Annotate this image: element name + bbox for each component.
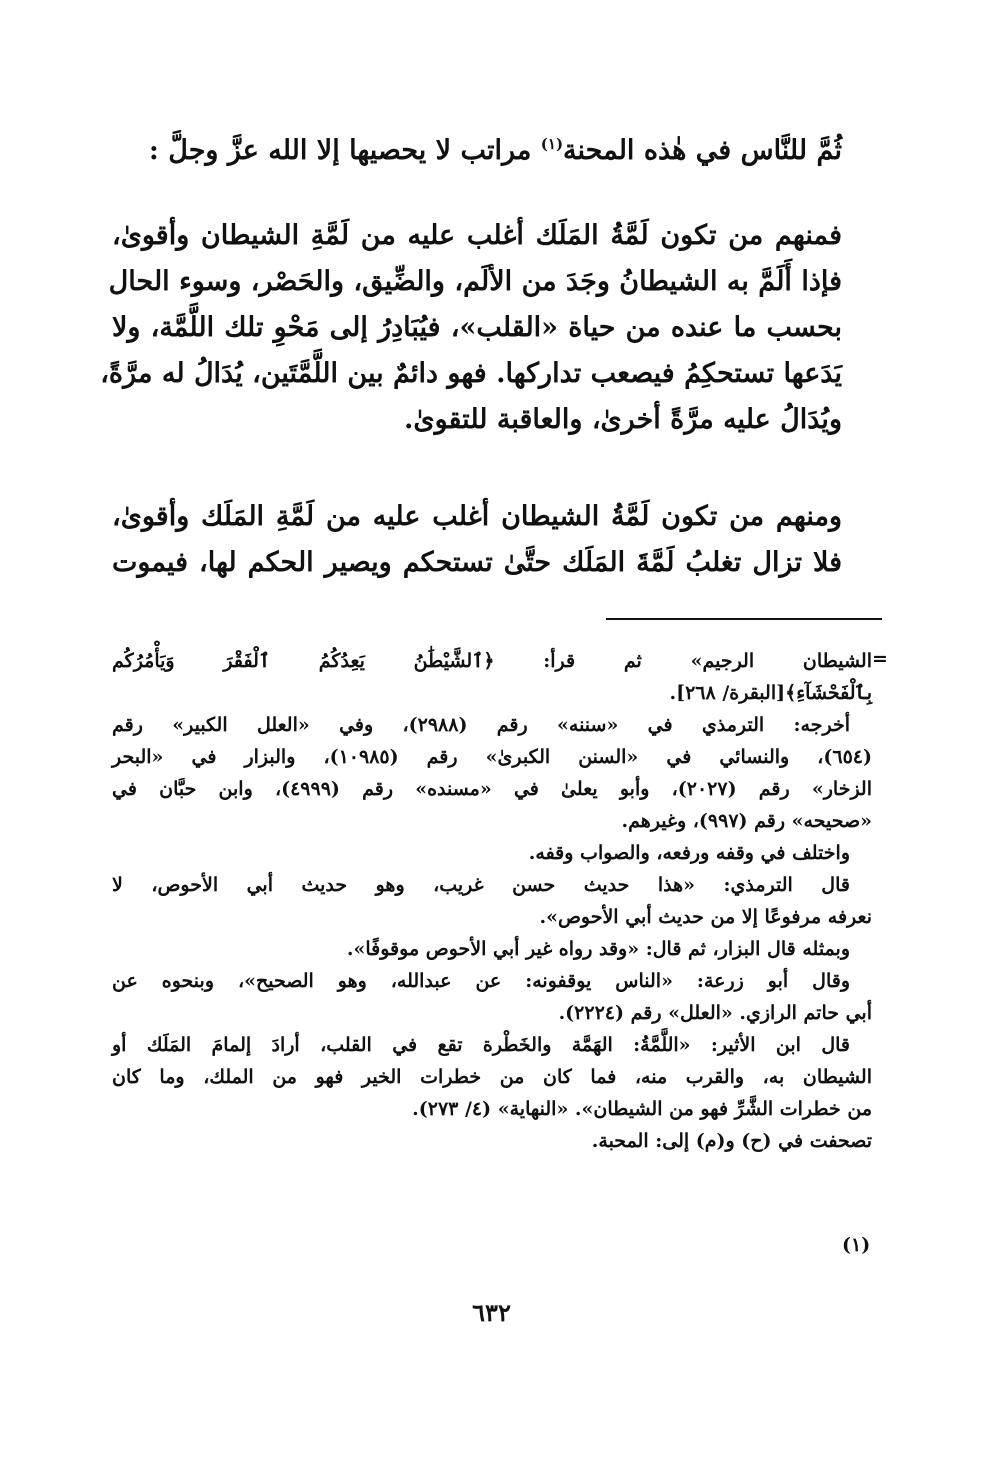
paragraph-line: يَدَعها تستحكِمُ فيصعب تداركها. فهو دائمٌ بين اللَّمَّتَين، يُدَالُ له مرَّةً،	[100, 358, 842, 389]
footnote-line: «صحيحه» رقم (٩٩٧)، وغيرهم.	[621, 810, 872, 832]
intro-after-footnote: مراتب لا يحصيها إلا الله عزَّ وجلَّ :	[148, 135, 541, 166]
paragraph-line: بحسب ما عنده من حياة «القلب»، فيُبَادِرُ إلى مَحْوِ تلك اللَّمَّة، ولا	[112, 312, 842, 343]
paragraph-line: ويُدَالُ عليه مرَّةً أخرىٰ، والعاقبة للتقوىٰ.	[404, 404, 842, 435]
footnote-1-number: (١)	[842, 1234, 871, 1256]
footnote-line: قال ابن الأثير: «اللَّمَّةُ: الهَمَّة والخَطْرة تقع في القلب، أرادَ إلمامَ المَلَك أو	[112, 1034, 850, 1056]
footnotes	[112, 645, 872, 1157]
intro-text	[112, 128, 842, 174]
paragraph-1	[100, 213, 842, 443]
paragraph-line: ومنهم من تكون لَمَّةُ الشيطان أغلب عليه من لَمَّةِ المَلَك وأقوىٰ،	[112, 501, 842, 532]
paragraph-line: فإذا أَلَمَّ به الشيطانُ وجَدَ من الألَم، والضِّيق، والحَصْر، وسوء الحال	[108, 266, 842, 297]
footnote-line: أخرجه: الترمذي في «سننه» رقم (٢٩٨٨)، وفي «العلل الكبير» رقم	[112, 714, 850, 736]
intro-line	[112, 128, 842, 174]
footnote-line: واختلف في وقفه ورفعه، والصواب وقفه.	[528, 842, 850, 864]
paragraph-2	[112, 494, 842, 586]
footnote-separator	[606, 618, 882, 620]
footnote-1-text: تصحفت في (ح) و(م) إلى: المحبة.	[591, 1130, 872, 1152]
paragraph-line: فلا تزال تغلبُ لَمَّةَ المَلَك حتَّىٰ تستحكم ويصير الحكم لها، فيموت	[112, 547, 842, 578]
footnote-line: وقال أبو زرعة: «الناس يوقفونه: عن عبدالله، وهو الصحيح»، وبنحوه عن	[112, 970, 850, 992]
footnote-continuation-mark: =	[872, 648, 888, 670]
page-number: ٦٣٢	[472, 1298, 511, 1327]
footnote-line: نعرفه مرفوعًا إلا من حديث أبي الأحوص».	[539, 906, 872, 928]
footnote-line: الزخار» رقم (٢٠٢٧)، وأبو يعلىٰ في «مسنده» رقم (٤٩٩٩)، وابن حبَّان في	[112, 778, 872, 800]
intro-before-footnote: ثُمَّ للنَّاس في هٰذه المحنة	[563, 135, 842, 166]
paragraph-line: فمنهم من تكون لَمَّةُ المَلَك أغلب عليه من لَمَّةِ الشيطان وأقوىٰ،	[112, 220, 842, 251]
footnote-line: من خطرات الشَّرِّ فهو من الشيطان». «النهاية» (٤/ ٢٧٣).	[412, 1098, 872, 1120]
footnote-line: (٦٥٤)، والنسائي في «السنن الكبرىٰ» رقم (١٠٩٨٥)، والبزار في «البحر	[112, 746, 872, 768]
footnote-line: بِٱلْفَحْشَآءِ﴾[البقرة/ ٢٦٨].	[669, 682, 872, 704]
footnote-line: أبي حاتم الرازي. «العلل» رقم (٢٢٢٤).	[558, 1002, 872, 1024]
footnote-ref-1[interactable]: (١)	[540, 135, 564, 153]
footnote-line: الشيطان الرجيم» ثم قرأ: ﴿ٱلشَّيْطَٰنُ يَعِدُكُمُ ٱلْفَقْرَ وَيَأْمُرُكُم	[112, 650, 872, 672]
footnote-line: وبمثله قال البزار، ثم قال: «وقد رواه غير أبي الأحوص موقوفًا».	[346, 938, 850, 960]
footnote-line: الشيطان به، والقرب منه، فما كان من خطرات الخير فهو من الملك، وما كان	[112, 1066, 872, 1088]
footnote-line: قال الترمذي: «هذا حديث حسن غريب، وهو حديث أبي الأحوص، لا	[112, 874, 850, 896]
